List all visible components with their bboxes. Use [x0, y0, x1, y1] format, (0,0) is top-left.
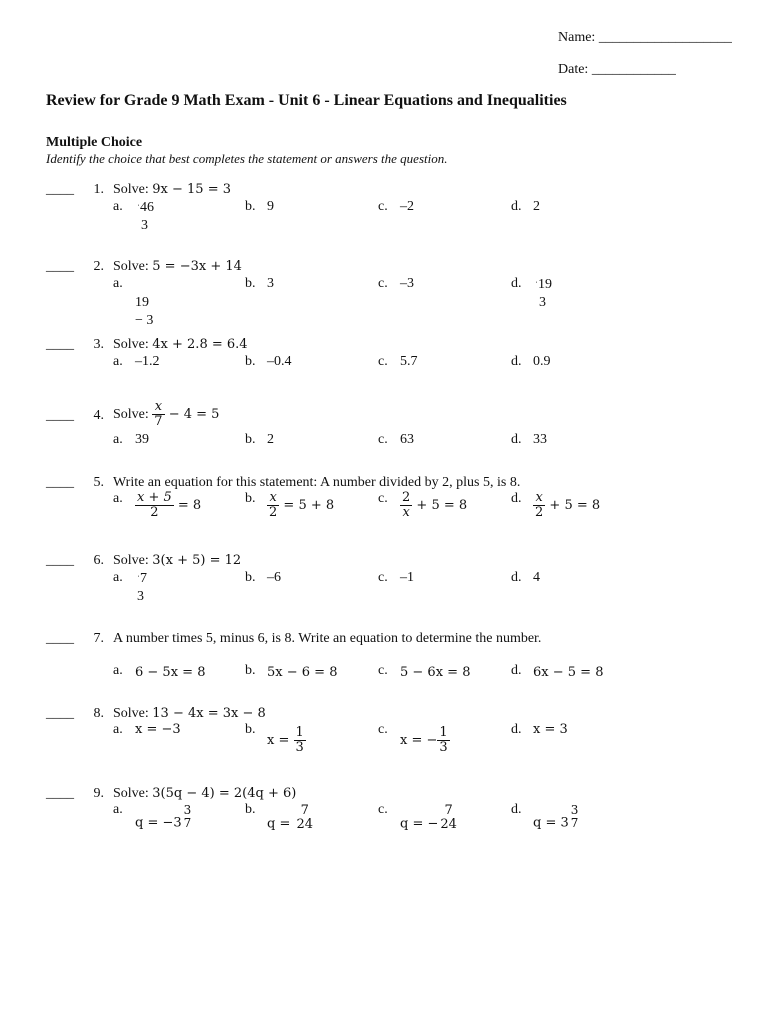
- option-value: –0.4: [267, 354, 292, 369]
- answer-blank[interactable]: ____: [46, 337, 74, 352]
- option-letter: c.: [378, 802, 388, 817]
- option-letter: c.: [378, 276, 388, 291]
- option-letter: d.: [511, 276, 522, 291]
- option-letter: c.: [378, 199, 388, 214]
- option-value: $\frac{x + 5}{2}$ = 8: [137, 490, 202, 521]
- option-value: 0.9: [533, 354, 551, 369]
- option-value: x = $\frac{1}{3}$: [267, 725, 304, 756]
- option-value: $\frac{x}{2}$ + 5 = 8: [535, 490, 601, 521]
- option-value: $\frac{x}{2}$ = 5 + 8: [269, 490, 335, 521]
- option-value: 63: [400, 432, 414, 447]
- equation: 4x + 2.8 = 6.4: [152, 337, 248, 352]
- option-value: 9: [267, 199, 274, 214]
- option-letter: c.: [378, 722, 388, 737]
- option-letter: b.: [245, 199, 256, 214]
- option-letter: a.: [113, 354, 123, 369]
- option-letter: a.: [113, 432, 123, 447]
- answer-blank[interactable]: ____: [46, 259, 74, 274]
- question-number: 4.: [93, 408, 104, 423]
- section-instructions: Identify the choice that best completes the statement or answers the question.: [46, 151, 448, 166]
- option-value: –3: [400, 276, 414, 291]
- option-value: 5.7: [400, 354, 418, 369]
- option-letter: d.: [511, 199, 522, 214]
- option-letter: d.: [511, 663, 522, 678]
- answer-blank[interactable]: ____: [46, 631, 74, 646]
- question-stem: Solve: 9x − 15 = 3: [113, 182, 232, 197]
- option-value: 39: [135, 432, 149, 447]
- question-number: 7.: [93, 631, 104, 646]
- option-letter: c.: [378, 491, 388, 506]
- option-value: –1: [400, 570, 414, 585]
- option-letter: d.: [511, 802, 522, 817]
- fraction: $^ˈ$19 3: [535, 277, 552, 310]
- option-value: –2: [400, 199, 414, 214]
- question-stem: Write an equation for this statement: A number divided by 2, plus 5, is 8.: [113, 475, 521, 490]
- option-letter: d.: [511, 354, 522, 369]
- answer-blank[interactable]: ____: [46, 786, 74, 801]
- fraction: $^ˈ$46 3: [137, 200, 154, 233]
- option-letter: a.: [113, 276, 123, 291]
- answer-blank[interactable]: ____: [46, 706, 74, 721]
- option-letter: b.: [245, 354, 256, 369]
- equation: 5 = −3x + 14: [152, 259, 242, 274]
- option-value: x = − $\frac{1}{3}$: [400, 725, 448, 756]
- option-letter: b.: [245, 491, 256, 506]
- option-value: 2: [533, 199, 540, 214]
- fraction: $^ˈ$7 3: [137, 571, 147, 604]
- option-value: 5 − 6x = 8: [400, 665, 471, 680]
- option-letter: a.: [113, 663, 123, 678]
- option-value: x = 3: [533, 722, 568, 737]
- option-value: $\frac{2}{x}$ + 5 = 8: [402, 490, 468, 521]
- option-letter: a.: [113, 199, 123, 214]
- question-number: 2.: [93, 259, 104, 274]
- question-stem: Solve: 3(x + 5) = 12: [113, 553, 242, 568]
- answer-blank[interactable]: ____: [46, 475, 74, 490]
- option-value: q = 3 3 7: [533, 803, 579, 831]
- option-letter: b.: [245, 276, 256, 291]
- option-value: 4: [533, 570, 540, 585]
- page-title: Review for Grade 9 Math Exam - Unit 6 - Linear Equations and Inequalities: [46, 92, 567, 109]
- answer-blank[interactable]: ____: [46, 182, 74, 197]
- option-value: 2: [267, 432, 274, 447]
- option-value: 5x − 6 = 8: [267, 665, 338, 680]
- option-value: –1.2: [135, 354, 160, 369]
- option-letter: b.: [245, 663, 256, 678]
- option-letter: c.: [378, 663, 388, 678]
- option-letter: a.: [113, 570, 123, 585]
- equation: 3(5q − 4) = 2(4q + 6): [152, 786, 297, 801]
- option-letter: a.: [113, 491, 123, 506]
- question-number: 6.: [93, 553, 104, 568]
- option-value: x = −3: [135, 722, 181, 737]
- question-stem: A number times 5, minus 6, is 8. Write an equation to determine the number.: [113, 631, 542, 646]
- question-stem: Solve: 4x + 2.8 = 6.4: [113, 337, 248, 352]
- equation: 9x − 15 = 3: [152, 182, 232, 197]
- equation-fraction: $\frac{x}{7}$: [154, 399, 163, 430]
- option-letter: a.: [113, 722, 123, 737]
- option-letter: b.: [245, 722, 256, 737]
- option-value: q = 7 24: [267, 803, 314, 833]
- option-value: q = − 7 24: [400, 803, 457, 833]
- option-letter: c.: [378, 570, 388, 585]
- question-number: 1.: [93, 182, 104, 197]
- date-field[interactable]: Date: ____________: [558, 62, 676, 77]
- option-letter: a.: [113, 802, 123, 817]
- question-number: 8.: [93, 706, 104, 721]
- option-letter: c.: [378, 354, 388, 369]
- question-number: 5.: [93, 475, 104, 490]
- answer-blank[interactable]: ____: [46, 553, 74, 568]
- option-value: 3: [267, 276, 274, 291]
- question-stem: Solve: $\frac{x}{7}$ − 4 = 5: [113, 399, 220, 430]
- option-value: 6x − 5 = 8: [533, 665, 604, 680]
- question-stem: Solve: 5 = −3x + 14: [113, 259, 242, 274]
- option-value: 6 − 5x = 8: [135, 665, 206, 680]
- equation: 13 − 4x = 3x − 8: [152, 706, 266, 721]
- option-letter: d.: [511, 722, 522, 737]
- option-value: 33: [533, 432, 547, 447]
- section-heading: Multiple Choice: [46, 135, 143, 150]
- question-stem: Solve: 3(5q − 4) = 2(4q + 6): [113, 786, 297, 801]
- option-letter: b.: [245, 432, 256, 447]
- option-value: q = −3 3 7: [135, 803, 192, 831]
- option-letter: c.: [378, 432, 388, 447]
- option-letter: d.: [511, 491, 522, 506]
- option-letter: b.: [245, 570, 256, 585]
- equation: 3(x + 5) = 12: [152, 553, 242, 568]
- option-letter: d.: [511, 432, 522, 447]
- name-field[interactable]: Name: ___________________: [558, 30, 732, 45]
- option-value: –6: [267, 570, 281, 585]
- question-stem: Solve: 13 − 4x = 3x − 8: [113, 706, 266, 721]
- question-number: 3.: [93, 337, 104, 352]
- fraction: 19 − 3: [135, 295, 154, 328]
- option-letter: d.: [511, 570, 522, 585]
- option-letter: b.: [245, 802, 256, 817]
- answer-blank[interactable]: ____: [46, 408, 74, 423]
- question-number: 9.: [93, 786, 104, 801]
